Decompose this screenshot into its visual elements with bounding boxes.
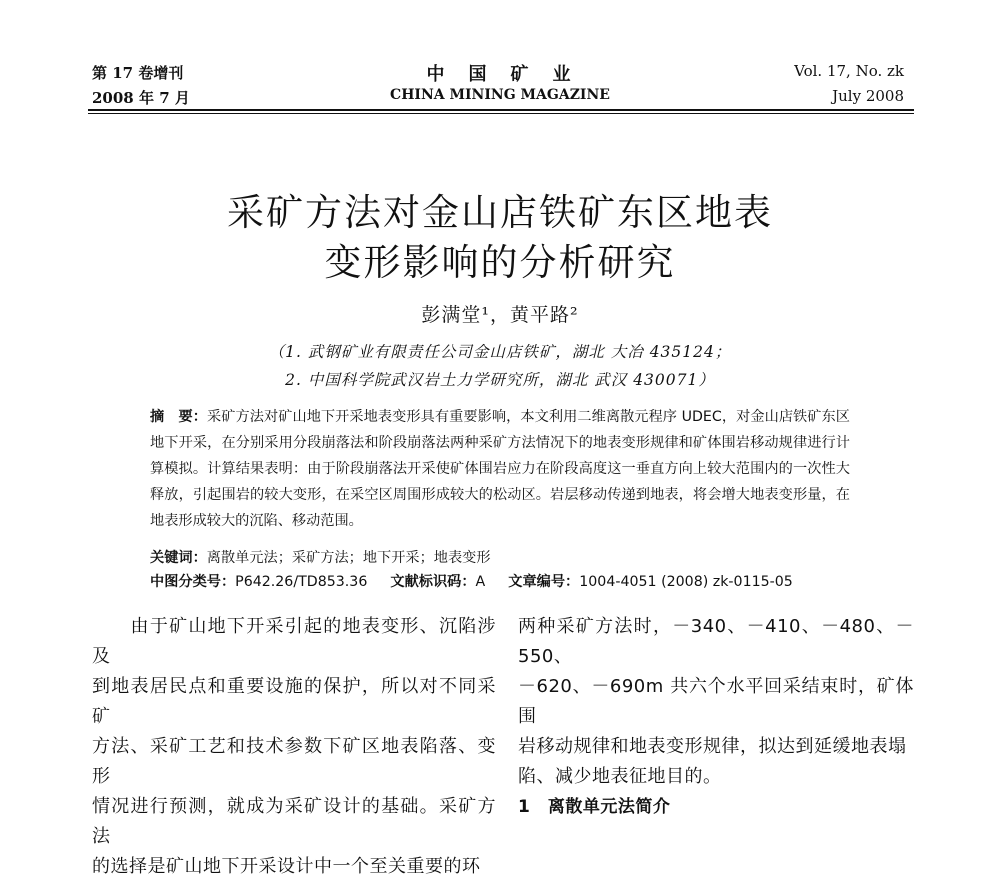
section-heading: 1 离散单元法简介 xyxy=(518,797,671,817)
body-right-line: 岩移动规律和地表变形规律，拟达到延缓地表塌 xyxy=(518,736,907,757)
header-rule-bottom xyxy=(88,113,914,114)
title-line-1: 采矿方法对金山店铁矿东区地表 xyxy=(227,191,773,234)
volume-issue-en: Vol. 17, No. zk xyxy=(794,62,904,80)
body-right-line: －620、－690m 共六个水平回采结束时，矿体围 xyxy=(518,676,914,727)
clc-label: 中图分类号： xyxy=(150,574,236,590)
journal-title-en: CHINA MINING MAGAZINE xyxy=(390,87,610,103)
article-no-label: 文章编号： xyxy=(508,574,580,590)
authors: 彭满堂¹，黄平路² xyxy=(421,304,579,326)
doc-code-label: 文献标识码： xyxy=(390,574,476,590)
header-rule-top xyxy=(88,109,914,111)
body-left-column xyxy=(92,612,496,882)
journal-title-cn: 中 国 矿 业 xyxy=(426,64,574,85)
article-no-value: 1004-4051 (2008) zk-0115-05 xyxy=(579,574,793,590)
keywords xyxy=(150,547,870,567)
body-left-line: 到地表居民点和重要设施的保护，所以对不同采矿 xyxy=(92,676,496,727)
abstract-text: 采矿方法对矿山地下开采地表变形具有重要影响，本文利用二维离散元程序 UDEC，对金山店铁矿东区地下开采，在分别采用分段崩落法和阶段崩落法两种采矿方法情况下的地表变形规律和矿体围岩移动规律进行计算模拟。计算结果表明：由于阶段崩落法开采使矿体围岩应力在阶段高度这一垂直方向上较大范围内的一次性大释放，引起围岩的较大变形，在采空区周围形成较大的松动区。岩层移动传递到地表，将会增大地表变形量，在地表形成较大的沉陷、移动范围。 xyxy=(150,409,850,529)
classification-line xyxy=(150,571,870,591)
keywords-text: 离散单元法；采矿方法；地下开采；地表变形 xyxy=(206,550,491,566)
abstract-label: 摘 要： xyxy=(150,409,207,425)
keywords-label: 关键词： xyxy=(150,550,207,566)
body-right-line: 两种采矿方法时，－340、－410、－480、－550、 xyxy=(518,616,914,667)
volume-issue-cn: 第 17 卷增刊 xyxy=(92,64,184,82)
clc-value: P642.26/TD853.36 xyxy=(235,574,368,590)
abstract xyxy=(150,404,850,534)
date-en: July 2008 xyxy=(832,87,904,105)
body-left-line: 方法、采矿工艺和技术参数下矿区地表陷落、变形 xyxy=(92,736,496,787)
affiliation-2: 2. 中国科学院武汉岩土力学研究所，湖北 武汉 430071） xyxy=(285,371,715,389)
body-right-column xyxy=(518,612,914,822)
doc-code-value: A xyxy=(475,574,486,590)
body-right-line: 陷、减少地表征地目的。 xyxy=(518,766,722,787)
title-line-2: 变形影响的分析研究 xyxy=(324,241,676,284)
body-left-line: 由于矿山地下开采引起的地表变形、沉陷涉及 xyxy=(92,616,496,667)
date-cn: 2008 年 7 月 xyxy=(92,89,190,107)
affiliation-1: （1. 武钢矿业有限责任公司金山店铁矿，湖北 大冶 435124； xyxy=(268,343,732,361)
body-left-line: 的选择是矿山地下开采设计中一个至关重要的环 xyxy=(92,856,481,877)
body-left-line: 情况进行预测，就成为采矿设计的基础。采矿方法 xyxy=(92,796,496,847)
